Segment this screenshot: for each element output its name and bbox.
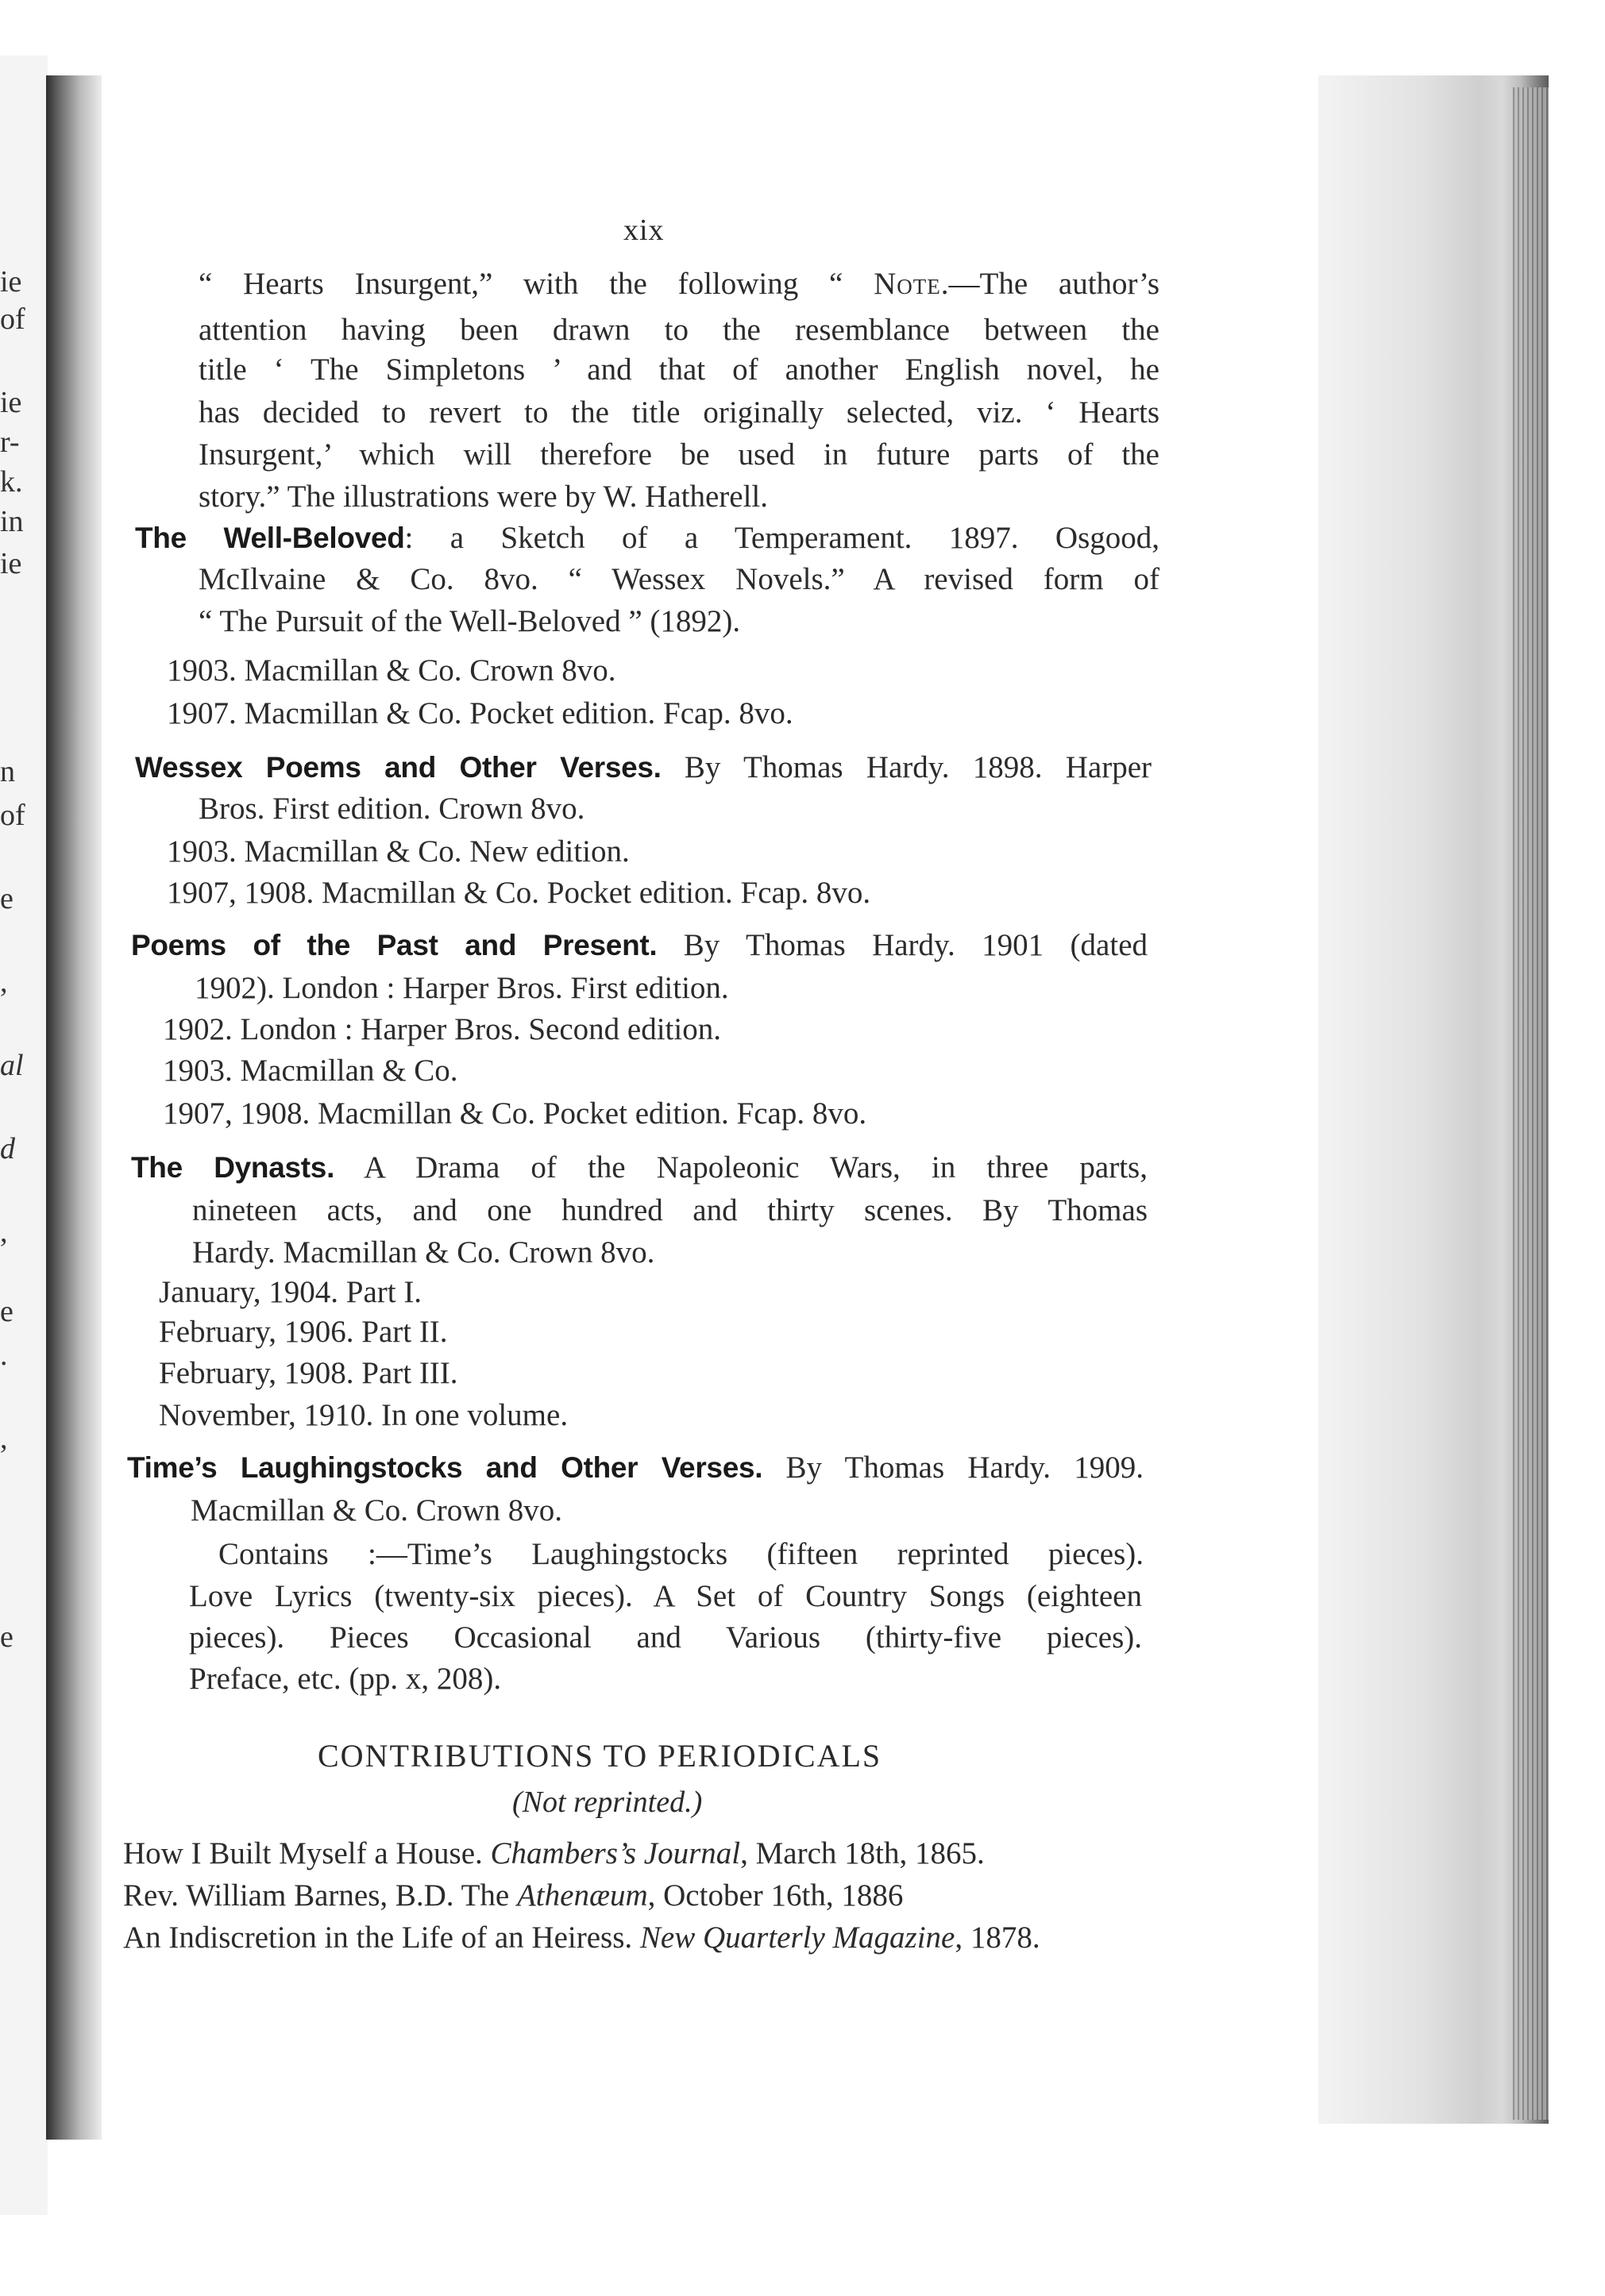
fragment: k. bbox=[0, 465, 23, 499]
section-subheading: (Not reprinted.) bbox=[512, 1786, 703, 1819]
entry-dynasts: The Dynasts. A Drama of the Napoleonic Wars, in three parts, bbox=[131, 1150, 1148, 1185]
text-line: Love Lyrics (twenty-six pieces). A Set of Country Songs (eighteen bbox=[189, 1579, 1142, 1613]
fragment: e bbox=[0, 882, 14, 915]
edition-line: 1907, 1908. Macmillan & Co. Pocket edition. Fcap. 8vo. bbox=[163, 1096, 867, 1131]
fragment: ie bbox=[0, 265, 22, 299]
text-line: story.” The illustrations were by W. Hatherell. bbox=[199, 480, 769, 514]
text-line: title ‘ The Simpletons ’ and that of another English novel, he bbox=[199, 352, 1159, 387]
fragment: . bbox=[0, 1339, 8, 1372]
fragment: , bbox=[0, 1422, 8, 1455]
top-margin bbox=[0, 0, 1605, 56]
edition-line: 1907. Macmillan & Co. Pocket edition. Fcap. 8vo. bbox=[167, 696, 793, 730]
text-line: nineteen acts, and one hundred and thirty scenes. By Thomas bbox=[192, 1193, 1148, 1227]
text-line: 1902). London : Harper Bros. First edition. bbox=[195, 971, 729, 1005]
text-line: has decided to revert to the title originally selected, viz. ‘ Hearts bbox=[199, 395, 1159, 430]
fragment: r- bbox=[0, 426, 20, 459]
edition-line: January, 1904. Part I. bbox=[159, 1275, 422, 1309]
text-line: “ Hearts Insurgent,” with the following “ Note.—The author’s bbox=[199, 267, 1159, 301]
entry-poems-past-present: Poems of the Past and Present. By Thomas Hardy. 1901 (dated bbox=[131, 928, 1148, 962]
edition-line: February, 1908. Part III. bbox=[159, 1356, 458, 1390]
entry-times-laughingstocks: Time’s Laughingstocks and Other Verses. By Thomas Hardy. 1909. bbox=[127, 1450, 1144, 1485]
edition-line: February, 1906. Part II. bbox=[159, 1315, 448, 1349]
edition-line: 1907, 1908. Macmillan & Co. Pocket edition. Fcap. 8vo. bbox=[167, 876, 871, 910]
text-line: Bros. First edition. Crown 8vo. bbox=[199, 792, 585, 826]
text-line: Insurgent,’ which will therefore be used in future parts of the bbox=[199, 437, 1159, 472]
text-line: “ The Pursuit of the Well-Beloved ” (1892). bbox=[199, 604, 741, 638]
edition-line: 1903. Macmillan & Co. New edition. bbox=[167, 834, 630, 869]
book-gutter bbox=[46, 75, 102, 2140]
edition-line: 1903. Macmillan & Co. Crown 8vo. bbox=[167, 653, 616, 688]
edition-line: November, 1910. In one volume. bbox=[159, 1398, 569, 1432]
fragment: of bbox=[0, 799, 25, 832]
fragment: in bbox=[0, 505, 24, 538]
fragment: of bbox=[0, 302, 25, 336]
contribution-item: An Indiscretion in the Life of an Heiress. New Quarterly Magazine, 1878. bbox=[123, 1920, 1040, 1955]
fragment: al bbox=[0, 1049, 24, 1082]
text-line: pieces). Pieces Occasional and Various (thirty-five pieces). bbox=[189, 1620, 1142, 1655]
fragment: ie bbox=[0, 386, 22, 419]
entry-well-beloved: The Well-Beloved: a Sketch of a Temperament. 1897. Osgood, bbox=[135, 521, 1159, 555]
fragment: ie bbox=[0, 547, 22, 580]
contribution-item: Rev. William Barnes, B.D. The Athenæum, October 16th, 1886 bbox=[123, 1878, 904, 1913]
fragment: e bbox=[0, 1295, 14, 1328]
fragment: , bbox=[0, 1215, 8, 1249]
section-heading: CONTRIBUTIONS TO PERIODICALS bbox=[318, 1738, 882, 1774]
text-line: Hardy. Macmillan & Co. Crown 8vo. bbox=[192, 1235, 655, 1269]
fragment: , bbox=[0, 965, 8, 999]
text-line: attention having been drawn to the resemblance between the bbox=[199, 313, 1159, 347]
fragment: d bbox=[0, 1132, 15, 1165]
fragment: e bbox=[0, 1620, 14, 1654]
page-stack-edge bbox=[1513, 87, 1549, 2120]
text-line: Macmillan & Co. Crown 8vo. bbox=[191, 1493, 562, 1527]
entry-wessex-poems: Wessex Poems and Other Verses. By Thomas Hardy. 1898. Harper bbox=[135, 750, 1152, 784]
contribution-item: How I Built Myself a House. Chambers’s Journal, March 18th, 1865. bbox=[123, 1836, 985, 1870]
text-line: Contains :—Time’s Laughingstocks (fifteen reprinted pieces). bbox=[218, 1537, 1144, 1571]
text-line: Preface, etc. (pp. x, 208). bbox=[189, 1662, 502, 1696]
edition-line: 1903. Macmillan & Co. bbox=[163, 1054, 458, 1088]
page-number: xix bbox=[623, 214, 665, 247]
edition-line: 1902. London : Harper Bros. Second edition. bbox=[163, 1012, 721, 1046]
facing-page-text bbox=[0, 0, 32, 2296]
fragment: n bbox=[0, 755, 15, 788]
text-line: McIlvaine & Co. 8vo. “ Wessex Novels.” A revised form of bbox=[199, 562, 1159, 596]
